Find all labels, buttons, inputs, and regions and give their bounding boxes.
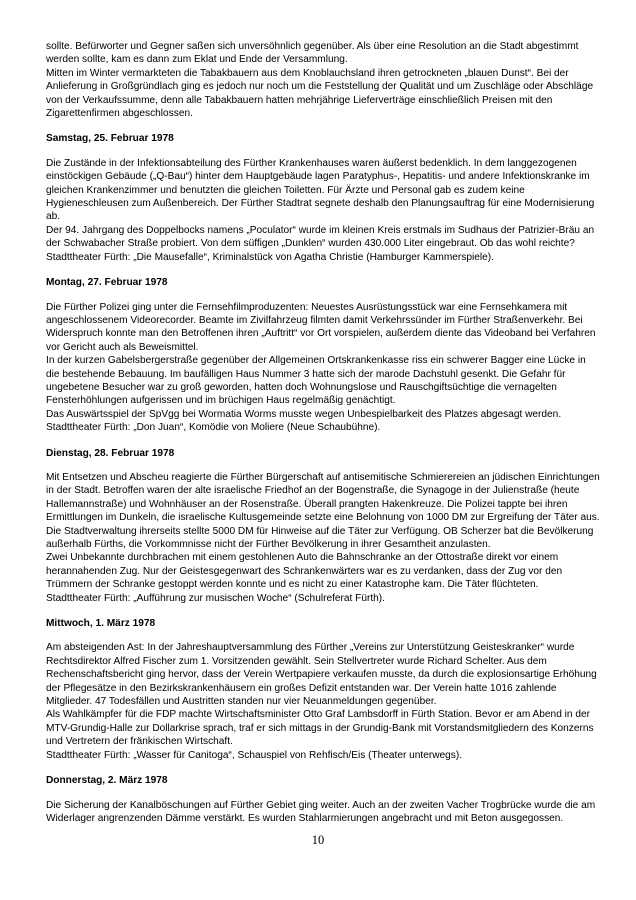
section-tuesday [46, 447, 602, 605]
paragraph: Mit Entsetzen und Abscheu reagierte die Fürther Bürgerschaft auf antisemitische Schmierereien an jüdischen Einrichtungen in der Stadt. Betroffen waren der alte israelische Friedhof an der Bogenstraße, die Synagoge in der Julienstraße (heute Hallemannstraße) und Wohnhäuser an der Rosenstraße. Überall prangten Hakenkreuze. Die Polizei tappte bei ihren Ermittlungen im Dunkeln, die israelische Kultusgemeinde setzte eine Belohnung von 1000 DM zur Ergreifung der Täter aus. Die Stadtverwaltung ihrerseits stellte 5000 DM für Hinweise auf die Täter zur Verfügung. OB Scherzer bat die Bevölkerung außerhalb Fürths, die Vorkommnisse nicht der Fürther Bevölkerung in ihrer Gesamtheit anzulasten. [46, 471, 600, 550]
paragraph: Die Sicherung der Kanalböschungen auf Fürther Gebiet ging weiter. Auch an der zweiten Vacher Trogbrücke wurde die am Widerlager angrenzenden Dämme verstärkt. Es wurden Stahlarmierungen angebracht und mit Beton ausgegossen. [46, 799, 596, 824]
paragraph: Zwei Unbekannte durchbrachen mit einem gestohlenen Auto die Bahnschranke an der Ottostraße direkt vor einem herannahenden Zug. Nur der Geistesgegenwart des Schrankenwärters war es zu verdanken, dass der Zug vor den Trümmern der Schranke gestoppt werden konnte und es nicht zu einer Katastrophe kam. Die Täter flüchteten. [46, 552, 563, 591]
paragraph: Die Fürther Polizei ging unter die Fernsehfilmproduzenten: Neuestes Ausrüstungsstück war eine Fernsehkamera mit angeschlossenem Videorecorder. Beamte im Zivilfahrzeug filmten damit Verkehrssünder im Fürther Straßenverkehr. Bei Widerspruch konnte man den Betroffenen ihren „Auftritt“ vor Ort vorspielen, außerdem diente das Videoband bei Verfahren vor Gericht auch als Beweismittel. [46, 301, 596, 353]
section-heading: Mittwoch, 1. März 1978 [46, 618, 156, 630]
section-monday [46, 276, 602, 434]
section-body [46, 157, 602, 264]
paragraph: Stadttheater Fürth: „Don Juan“, Komödie von Moliere (Neue Schaubühne). [46, 422, 381, 434]
paragraph: Als Wahlkämpfer für die FDP machte Wirtschaftsminister Otto Graf Lambsdorff in Fürth Station. Bevor er am Abend in der MTV-Grundig-Halle zur Dollarkrise sprach, traf er sich mittags in der Grundig-Bank mit Vorstandsmitgliedern des Konzerns und Vertretern der fränkischen Wirtschaft. [46, 709, 594, 748]
paragraph: Das Auswärtsspiel der SpVgg bei Wormatia Worms musste wegen Unbespielbarkeit des Platzes abgesagt werden. [46, 408, 562, 420]
document-page [46, 40, 602, 825]
section-body [46, 799, 602, 826]
section-body [46, 471, 602, 605]
paragraph: Am absteigenden Ast: In der Jahreshauptversammlung des Fürther „Vereins zur Unterstützung Geisteskranker“ wurde Rechtsdirektor Alfred Fischer zum 1. Vorsitzenden gewählt. Sein Stellvertreter wurde Richard Schelter. Aus dem Rechenschaftsbericht ging hervor, dass der Verein Wertpapiere verkaufen musste, da durch die explosionsartige Erhöhung der Pflegesätze in den Bezirkskrankenhäusern ein großes Defizit entstanden war. Der Verein hatte 1016 zahlende Mitglieder. 47 Todesfällen und Austritten standen nur vier Neuanmeldungen gegenüber. [46, 642, 597, 708]
section-body [46, 301, 602, 435]
section-thursday [46, 774, 602, 825]
section-heading: Donnerstag, 2. März 1978 [46, 775, 168, 787]
section-2024-02-25 [46, 132, 602, 264]
paragraph: Stadttheater Fürth: „Wasser für Canitoga“, Schauspiel von Rehfisch/Eis (Theater unterwegs). [46, 749, 463, 761]
section-wednesday [46, 617, 602, 762]
section-heading: Samstag, 25. Februar 1978 [46, 133, 174, 145]
paragraph: Stadttheater Fürth: „Aufführung zur musischen Woche“ (Schulreferat Fürth). [46, 592, 385, 604]
section-heading: Dienstag, 28. Februar 1978 [46, 447, 175, 459]
section-body [46, 641, 602, 762]
intro-text [46, 40, 602, 120]
section-heading: Montag, 27. Februar 1978 [46, 277, 168, 289]
intro-paragraph: Mitten im Winter vermarkteten die Tabakbauern aus dem Knoblauchsland ihren getrockneten „blauen Dunst“. Bei der Anlieferung in Großgründlach ging es jedoch nur noch um die Feststellung der Qualität und um Zuschläge oder Abschläge von der Verkaufssumme, denn alle Tabakbauern hatten mehrjährige Lieferverträge einschließlich Preisen mit den Zigarettenfirmen abgeschlossen. [46, 67, 594, 120]
intro-paragraph: sollte. Befürworter und Gegner saßen sich unversöhnlich gegenüber. Als über eine Resolution an die Stadt abgestimmt werden sollte, kam es dann zum Eklat und Ende der Versammlung. [46, 41, 579, 66]
paragraph: Die Zustände in der Infektionsabteilung des Fürther Krankenhauses waren äußerst bedenklich. In dem langgezogenen einstöckigen Gebäude („Q-Bau“) hinter dem Hauptgebäude lagen Paratyphus-, Hepatitis- und andere Infektionskranke im gleichen Krankenzimmer und benutzten die gleichen Toiletten. Für Ärzte und Personal gab es zudem keine Hygieneschleusen zum Außenbereich. Der Fürther Stadtrat segnete deshalb den Planungsauftrag für eine Modernisierung ab. [46, 157, 595, 223]
paragraph: Stadttheater Fürth: „Die Mausefalle“, Kriminalstück von Agatha Christie (Hamburger Kammerspiele). [46, 251, 494, 263]
paragraph: Der 94. Jahrgang des Doppelbocks namens „Poculator“ wurde im kleinen Kreis erstmals im Sudhaus der Patrizier-Bräu an der Schwabacher Straße probiert. Von dem süffigen „Dunklen“ wurden 430.000 Liter eingebraut. Ob das wohl reichte? [46, 224, 595, 250]
page-number: 10 [311, 833, 325, 847]
paragraph: In der kurzen Gabelsbergerstraße gegenüber der Allgemeinen Ortskrankenkasse riss ein schwerer Bagger eine Lücke in die bestehende Bebauung. Im baufälligen Haus Nummer 3 hatte sich der marode Dachstuhl gesenkt. Die Gefahr für ungebetene Besucher war zu groß geworden, hatten doch Wohnungslose und Rauschgiftsüchtige die vernagelten Fensterhöhlungen aufgerissen und im brüchigen Haus regelmäßig genächtigt. [46, 355, 586, 407]
